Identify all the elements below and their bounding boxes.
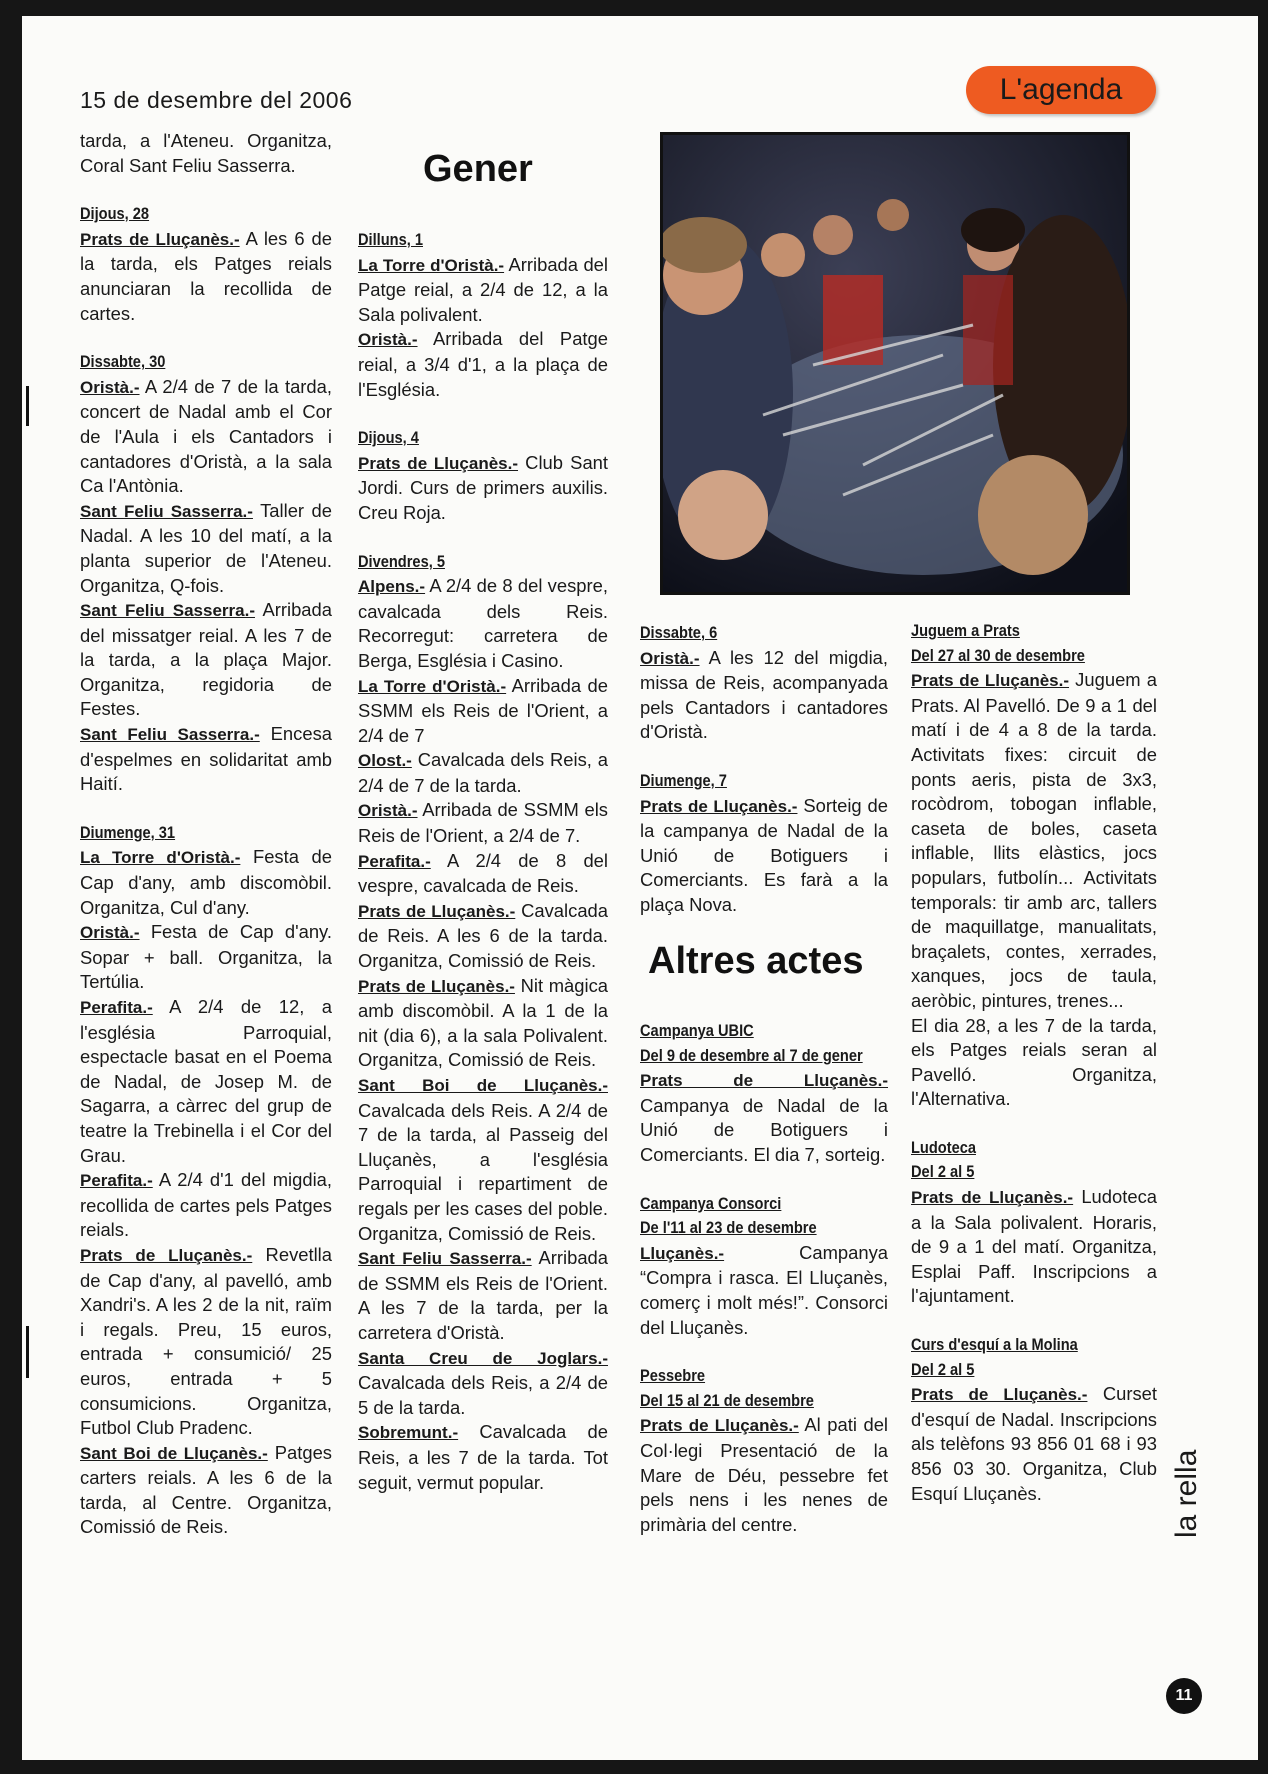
location: Oristà.- xyxy=(358,330,418,350)
intro-text: tarda, a l'Ateneu. Organitza, Coral Sant Feliu Sasserra. xyxy=(80,130,332,176)
event: Sobremunt.- Cavalcada de Reis, a les 7 de la tarda. Tot seguit, vermut popular. xyxy=(358,1421,608,1493)
event: Sant Feliu Sasserra.- Taller de Nadal. A les 10 del matí, a la planta superior de l'Ateneu. Organitza, Q-fois. xyxy=(80,499,332,596)
location: Sant Boi de Lluçanès.- xyxy=(358,1076,608,1095)
column-3 xyxy=(640,621,888,918)
location: Sant Boi de Lluçanès.- xyxy=(80,1443,268,1463)
event: Oristà.- Festa de Cap d'any. Sopar + ball. Organitza, la Tertúlia. xyxy=(80,921,332,993)
event: Sant Feliu Sasserra.- Arribada del missatger reial. A les 7 de la tarda, a la plaça Major. Organitza, regidoria de Festes. xyxy=(80,599,332,720)
issue-date: 15 de desembre del 2006 xyxy=(80,87,353,113)
event-title: Ludoteca xyxy=(911,1137,976,1157)
location: Prats de Lluçanès.- xyxy=(358,453,519,473)
event: Perafita.- A 2/4 de 8 del vespre, cavalcada de Reis. xyxy=(358,849,608,897)
heading-altres-actes: Altres actes xyxy=(648,940,864,982)
day-title: Dissabte, 30 xyxy=(80,352,166,372)
margin-mark xyxy=(26,1326,29,1378)
location: La Torre d'Oristà.- xyxy=(358,676,507,696)
event: Prats de Lluçanès.- Juguem a Prats. Al Pavelló. De 9 a 1 del matí i de 4 a 8 de la tarda. Activitats fixes: circuit de ponts aeris, pista de 3x3, rocòdrom, tobogan inflable, caseta de boles, caseta inflable, llits elàstics, jocs populars, futbolín... Activitats temporals: tir amb arc, tallers de maquillatge, manualitats, braçalets, contes, xerrades, xanques, jocs de taula, aeròbic, pintures, trenes... xyxy=(911,669,1158,1011)
location: Olost.- xyxy=(358,751,412,771)
margin-mark xyxy=(26,386,29,426)
event-note: El dia 28, a les 7 de la tarda, els Patges reials seran al Pavelló. Organitza, l'Alternativa. xyxy=(911,1014,1157,1110)
event: Prats de Lluçanès.- Club Sant Jordi. Curs de primers auxilis. Creu Roja. xyxy=(358,451,609,523)
event: Santa Creu de Joglars.- Cavalcada dels Reis, a 2/4 de 5 de la tarda. xyxy=(358,1348,608,1418)
event: Perafita.- A 2/4 d'1 del migdia, recollida de cartes pels Patges reials. xyxy=(80,1169,332,1241)
event: Oristà.- Arribada del Patge reial, a 3/4 d'1, a la plaça de l'Església. xyxy=(358,328,608,400)
location: Oristà.- xyxy=(358,801,418,821)
event: Olost.- Cavalcada dels Reis, a 2/4 de 7 de la tarda. xyxy=(358,749,608,796)
location: Prats de Lluçanès.- xyxy=(911,1385,1088,1405)
location: Oristà.- xyxy=(640,648,700,668)
location: Prats de Lluçanès.- xyxy=(640,1071,888,1091)
photo-children-reis xyxy=(660,132,1130,595)
event: Sant Feliu Sasserra.- Encesa d'espelmes en solidaritat amb Haití. xyxy=(80,723,333,795)
location: Perafita.- xyxy=(80,998,153,1017)
column-1 xyxy=(80,129,332,1540)
event: Perafita.- A 2/4 de 12, a l'església Parroquial, espectacle basat en el Poema de Nadal, de Josep M. de Sagarra, a càrrec del grup de teatre la Trebinella i el Cor del Grau. xyxy=(80,996,332,1166)
event: Prats de Lluçanès.- Nit màgica amb discomòbil. A la 1 de la nit (dia 6), a la sala Polivalent. Organitza, Comissió de Reis. xyxy=(358,974,608,1071)
event-title: Juguem a Prats xyxy=(911,621,1020,640)
location: Oristà.- xyxy=(80,923,140,943)
event: Prats de Lluçanès.- Curset d'esquí de Nadal. Inscripcions als telèfons 93 856 01 68 i 93 856 03 30. Organitza, Club Esquí Lluçanès. xyxy=(911,1383,1158,1504)
location: Sant Feliu Sasserra.- xyxy=(80,501,253,521)
event: Prats de Lluçanès.- Sorteig de la campanya de Nadal de la Unió de Botiguers i Comerciants. Es farà a la plaça Nova. xyxy=(640,794,888,915)
event-dates: Del 2 al 5 xyxy=(911,1359,975,1379)
event: Oristà.- A les 12 del migdia, missa de Reis, acompanyada pels Cantadors i cantadores d'Oristà. xyxy=(640,646,888,743)
event: Alpens.- A 2/4 de 8 del vespre, cavalcada dels Reis. Recorregut: carretera de Berga, Església i Casino. xyxy=(358,575,608,671)
location: Prats de Lluçanès.- xyxy=(640,796,798,816)
location: Santa Creu de Joglars.- xyxy=(358,1348,608,1368)
day-title: Dilluns, 1 xyxy=(358,230,423,249)
section-tag: L'agenda xyxy=(966,66,1156,114)
location: Prats de Lluçanès.- xyxy=(80,229,240,249)
location: Perafita.- xyxy=(358,851,431,871)
column-4 xyxy=(911,619,1157,1506)
page-number: 11 xyxy=(1166,1678,1202,1714)
location: Sant Feliu Sasserra.- xyxy=(80,601,255,621)
event-dates: Del 2 al 5 xyxy=(911,1162,975,1182)
heading-gener: Gener xyxy=(423,148,533,190)
location: La Torre d'Oristà.- xyxy=(80,848,241,868)
event: Prats de Lluçanès.- Al pati del Col·legi Presentació de la Mare de Déu, pessebre fet pels nens i les nenes de primària del centre. xyxy=(640,1414,889,1535)
event-title: Campanya Consorci xyxy=(640,1193,782,1213)
event: Lluçanès.- Campanya “Compra i rasca. El Lluçanès, comerç i molt més!”. Consorci del Lluçanès. xyxy=(640,1241,888,1338)
location: Prats de Lluçanès.- xyxy=(358,901,516,921)
location: Prats de Lluçanès.- xyxy=(640,1416,799,1436)
event-title: Curs d'esquí a la Molina xyxy=(911,1335,1078,1355)
day-title: Dissabte, 6 xyxy=(640,623,718,642)
column-3-altres xyxy=(640,1019,888,1537)
event-dates: Del 15 al 21 de desembre xyxy=(640,1390,814,1410)
column-2 xyxy=(358,228,608,1495)
event-dates: Del 9 de desembre al 7 de gener xyxy=(640,1045,863,1065)
location: Prats de Lluçanès.- xyxy=(911,671,1070,691)
location: Oristà.- xyxy=(80,377,140,397)
event: Sant Boi de Lluçanès.- Cavalcada dels Reis. A 2/4 de 7 de la tarda, al Passeig del Lluçanès, a l'església Parroquial i repartiment de regals per les cases del poble. Organitza, Comissió de Reis. xyxy=(358,1076,608,1244)
event: Prats de Lluçanès.- Cavalcada de Reis. A les 6 de la tarda. Organitza, Comissió de Reis. xyxy=(358,899,609,972)
day-title: Diumenge, 7 xyxy=(640,770,727,790)
event-title: Campanya UBIC xyxy=(640,1021,754,1040)
event: Prats de Lluçanès.- A les 6 de la tarda, els Patges reials anunciaran la recollida de cartes. xyxy=(80,227,332,324)
event: La Torre d'Oristà.- Arribada de SSMM els Reis de l'Orient, a 2/4 de 7 xyxy=(358,674,608,746)
location: Prats de Lluçanès.- xyxy=(911,1188,1074,1208)
event-title: Pessebre xyxy=(640,1366,706,1386)
location: La Torre d'Oristà.- xyxy=(358,255,505,275)
event: La Torre d'Oristà.- Festa de Cap d'any, amb discomòbil. Organitza, Cul d'any. xyxy=(80,846,332,918)
event-dates: De l'11 al 23 de desembre xyxy=(640,1218,817,1238)
location: Prats de Lluçanès.- xyxy=(358,976,515,996)
event: Prats de Lluçanès.- Ludoteca a la Sala polivalent. Horaris, de 9 a 1 del matí. Organitza, Esplai Paff. Inscripcions a l'ajuntament. xyxy=(911,1186,1157,1307)
location: Sant Feliu Sasserra.- xyxy=(358,1249,532,1269)
magazine-page xyxy=(22,16,1258,1760)
day-title: Dijous, 4 xyxy=(358,428,419,448)
day-title: Diumenge, 31 xyxy=(80,822,176,842)
event: Oristà.- Arribada de SSMM els Reis de l'Orient, a 2/4 de 7. xyxy=(358,799,608,847)
location: Perafita.- xyxy=(80,1171,153,1191)
event: Oristà.- A 2/4 de 7 de la tarda, concert de Nadal amb el Cor de l'Aula i els Cantadors i cantadores d'Oristà, a la sala Ca l'Antònia. xyxy=(80,375,332,497)
day-title: Divendres, 5 xyxy=(358,551,445,571)
event: Prats de Lluçanès.- Campanya de Nadal de la Unió de Botiguers i Comerciants. El dia 7, sorteig. xyxy=(640,1071,888,1165)
location: Prats de Lluçanès.- xyxy=(80,1245,253,1265)
magazine-name: la rella xyxy=(1170,1449,1203,1538)
day-title: Dijous, 28 xyxy=(80,204,150,224)
location: Alpens.- xyxy=(358,577,426,597)
location: Lluçanès.- xyxy=(640,1243,725,1263)
location: Sobremunt.- xyxy=(358,1423,459,1443)
location: Sant Feliu Sasserra.- xyxy=(80,725,260,745)
event-dates: Del 27 al 30 de desembre xyxy=(911,645,1085,665)
event: Sant Feliu Sasserra.- Arribada de SSMM els Reis de l'Orient. A les 7 de la tarda, per la carretera d'Oristà. xyxy=(358,1247,608,1343)
event: Sant Boi de Lluçanès.- Patges carters reials. A les 6 de la tarda, al Centre. Organitza, Comissió de Reis. xyxy=(80,1441,332,1538)
event: La Torre d'Oristà.- Arribada del Patge reial, a 2/4 de 12, a la Sala polivalent. xyxy=(358,253,608,325)
event: Prats de Lluçanès.- Revetlla de Cap d'any, al pavelló, amb Xandri's. A les 2 de la nit, raïm i regals. Preu, 15 euros, entrada + consumició/ 25 euros, entrada + 5 consumicions. Organitza, Futbol Club Pradenc. xyxy=(80,1243,332,1439)
